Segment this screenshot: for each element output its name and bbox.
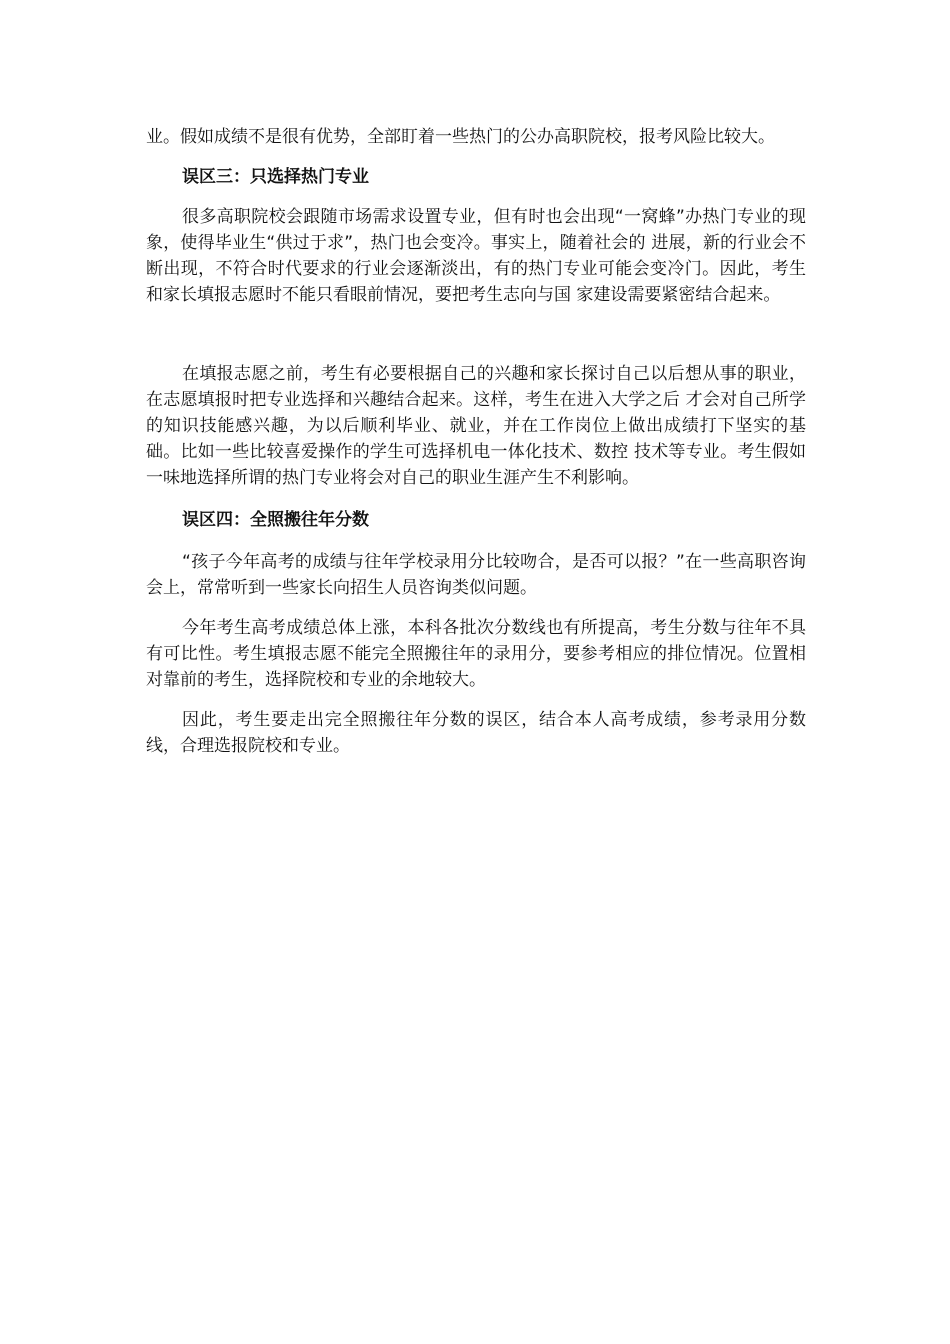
paragraph-interests: 在填报志愿之前，考生有必要根据自己的兴趣和家长探讨自己以后想从事的职业，在志愿填报时把专业选择和兴趣结合起来。这样，考生在进入大学之后 才会对自己所学的知识技能感兴趣，为以后顺利毕业、就业，并在工作岗位上做出成绩打下坚实的基础。比如一些比较喜爱操作的学生可选择机电一体化技术、数控 技术等专业。考生假如一味地选择所谓的热门专业将会对自己的职业生涯产生不利影响。 [146, 364, 806, 488]
section-heading-myth-4: 误区四：全照搬往年分数 [182, 510, 369, 530]
document-body [146, 124, 806, 759]
paragraph-parent-question: “孩子今年高考的成绩与往年学校录用分比较吻合，是否可以报？”在一些高职咨询会上，常常听到一些家长向招生人员咨询类似问题。 [146, 552, 806, 598]
paragraph-hot-majors: 很多高职院校会跟随市场需求设置专业，但有时也会出现“一窝蜂”办热门专业的现象，使得毕业生“供过于求”，热门也会变冷。事实上，随着社会的 进展，新的行业会不断出现，不符合时代要求的行业会逐渐淡出，有的热门专业可能会变冷门。因此，考生和家长填报志愿时不能只看眼前情况，要把考生志向与国 家建设需要紧密结合起来。 [146, 207, 806, 305]
paragraph-score-comparison: 今年考生高考成绩总体上涨，本科各批次分数线也有所提高，考生分数与往年不具有可比性。考生填报志愿不能完全照搬往年的录用分，要参考相应的排位情况。位置相对靠前的考生，选择院校和专业的余地较大。 [146, 618, 806, 690]
paragraph-continuation: 业。假如成绩不是很有优势，全部盯着一些热门的公办高职院校，报考风险比较大。 [146, 127, 775, 147]
section-heading-myth-3: 误区三：只选择热门专业 [182, 167, 369, 187]
paragraph-conclusion: 因此，考生要走出完全照搬往年分数的误区，结合本人高考成绩，参考录用分数线，合理选报院校和专业。 [146, 710, 806, 756]
